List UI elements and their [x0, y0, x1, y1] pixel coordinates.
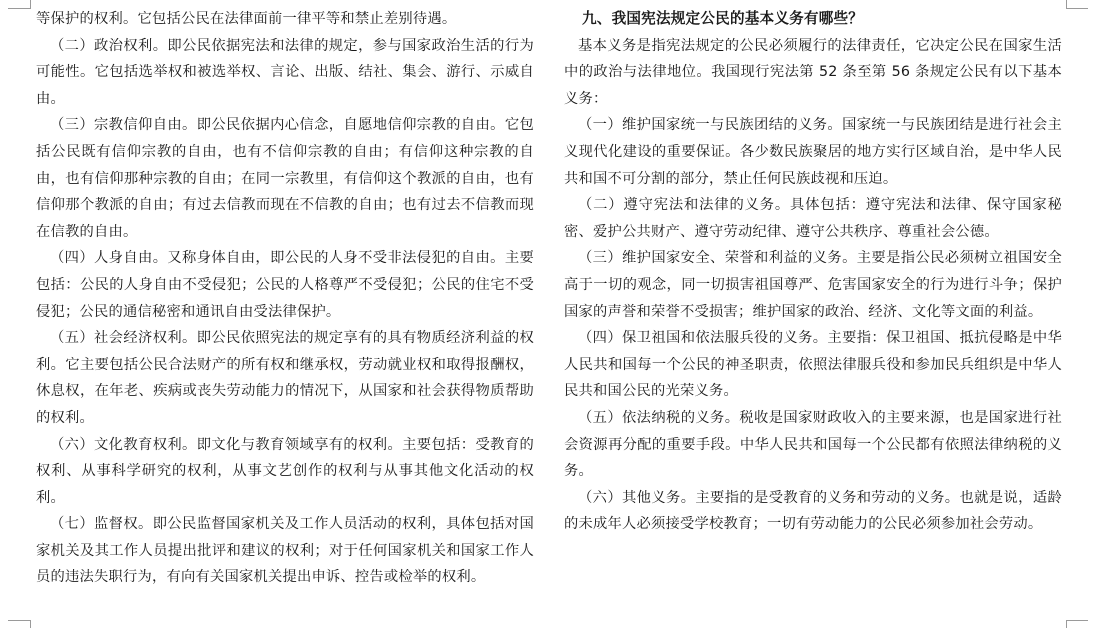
paragraph-duty-national-security: （三）维护国家安全、荣誉和利益的义务。主要是指公民必须树立祖国安全高于一切的观念，同一切损害祖国尊严、危害国家安全的行为进行斗争；保护国家的声誉和荣誉不受损害；维护国家的政治、经济、文化等文面的利益。 [564, 250, 1062, 320]
crop-mark-bottom-right-v [1066, 620, 1067, 628]
paragraph-religious-freedom: （三）宗教信仰自由。即公民依据内心信念，自愿地信仰宗教的自由。它包括公民既有信仰宗教的自由，也有不信仰宗教的自由；有信仰这种宗教的自由，也有信仰那种宗教的自由；在同一宗教里，有信仰这个教派的自由，也有信仰那个教派的自由；有过去信教而现在不信教的自由；也有过去不信教而现在信教的自由。 [36, 117, 534, 240]
paragraph: 等保护的权利。它包括公民在法律面前一律平等和禁止差别待遇。 [36, 11, 457, 27]
paragraph-duty-unity: （一）维护国家统一与民族团结的义务。国家统一与民族团结是进行社会主义现代化建设的重要保证。各少数民族聚居的地方实行区域自治，是中华人民共和国不可分割的部分，禁止任何民族歧视和压迫。 [564, 117, 1062, 187]
paragraph-basic-duties-intro: 基本义务是指宪法规定的公民必须履行的法律责任，它决定公民在国家生活中的政治与法律地位。我国现行宪法第 52 条至第 56 条规定公民有以下基本义务： [564, 37, 1062, 107]
crop-mark-top-right-v [1066, 0, 1067, 9]
crop-mark-bottom-left-v [30, 620, 31, 628]
section-heading: 九、我国宪法规定公民的基本义务有哪些？ [582, 10, 864, 27]
paragraph-personal-freedom: （四）人身自由。又称身体自由，即公民的人身不受非法侵犯的自由。主要包括：公民的人身自由不受侵犯；公民的人格尊严不受侵犯；公民的住宅不受侵犯；公民的通信秘密和通讯自由受法律保护。 [36, 250, 534, 320]
crop-mark-top-right-h [1066, 8, 1088, 9]
paragraph-duty-military-service: （四）保卫祖国和依法服兵役的义务。主要指：保卫祖国、抵抗侵略是中华人民共和国每一个公民的神圣职责，依照法律服兵役和参加民兵组织是中华人民共和国公民的光荣义务。 [564, 330, 1062, 400]
paragraph-duty-obey-law: （二）遵守宪法和法律的义务。具体包括：遵守宪法和法律、保守国家秘密、爱护公共财产、遵守劳动纪律、遵守公共秩序、尊重社会公德。 [564, 197, 1062, 240]
paragraph-duty-other: （六）其他义务。主要指的是受教育的义务和劳动的义务。也就是说，适龄的未成年人必须接受学校教育；一切有劳动能力的公民必须参加社会劳动。 [564, 489, 1062, 533]
paragraph-duty-taxes: （五）依法纳税的义务。税收是国家财政收入的主要来源，也是国家进行社会资源再分配的重要手段。中华人民共和国每一个公民都有依照法律纳税的义务。 [564, 409, 1062, 480]
right-text-column [564, 6, 1062, 538]
paragraph-supervision-rights: （七）监督权。即公民监督国家机关及工作人员活动的权利，具体包括对国家机关及其工作人员提出批评和建议的权利；对于任何国家机关和国家工作人员的违法失职行为，有向有关国家机关提出申诉、控告或检举的权利。 [36, 516, 534, 586]
crop-mark-bottom-right-h [1066, 620, 1088, 621]
crop-mark-top-left-h [8, 8, 30, 9]
crop-mark-bottom-left-h [8, 620, 30, 621]
paragraph-political-rights: （二）政治权利。即公民依据宪法和法律的规定，参与国家政治生活的行为可能性。它包括选举权和被选举权、言论、出版、结社、集会、游行、示威自由。 [36, 37, 534, 107]
crop-mark-top-left-v [30, 0, 31, 9]
paragraph-cultural-education-rights: （六）文化教育权利。即文化与教育领域享有的权利。主要包括：受教育的权利、从事科学研究的权利，从事文艺创作的权利与从事其他文化活动的权利。 [36, 436, 534, 506]
left-text-column [36, 6, 534, 591]
paragraph-socioeconomic-rights: （五）社会经济权利。即公民依照宪法的规定享有的具有物质经济利益的权利。它主要包括公民合法财产的所有权和继承权，劳动就业权和取得报酬权，休息权，在年老、疾病或丧失劳动能力的情况下，从国家和社会获得物质帮助的权利。 [36, 330, 534, 426]
